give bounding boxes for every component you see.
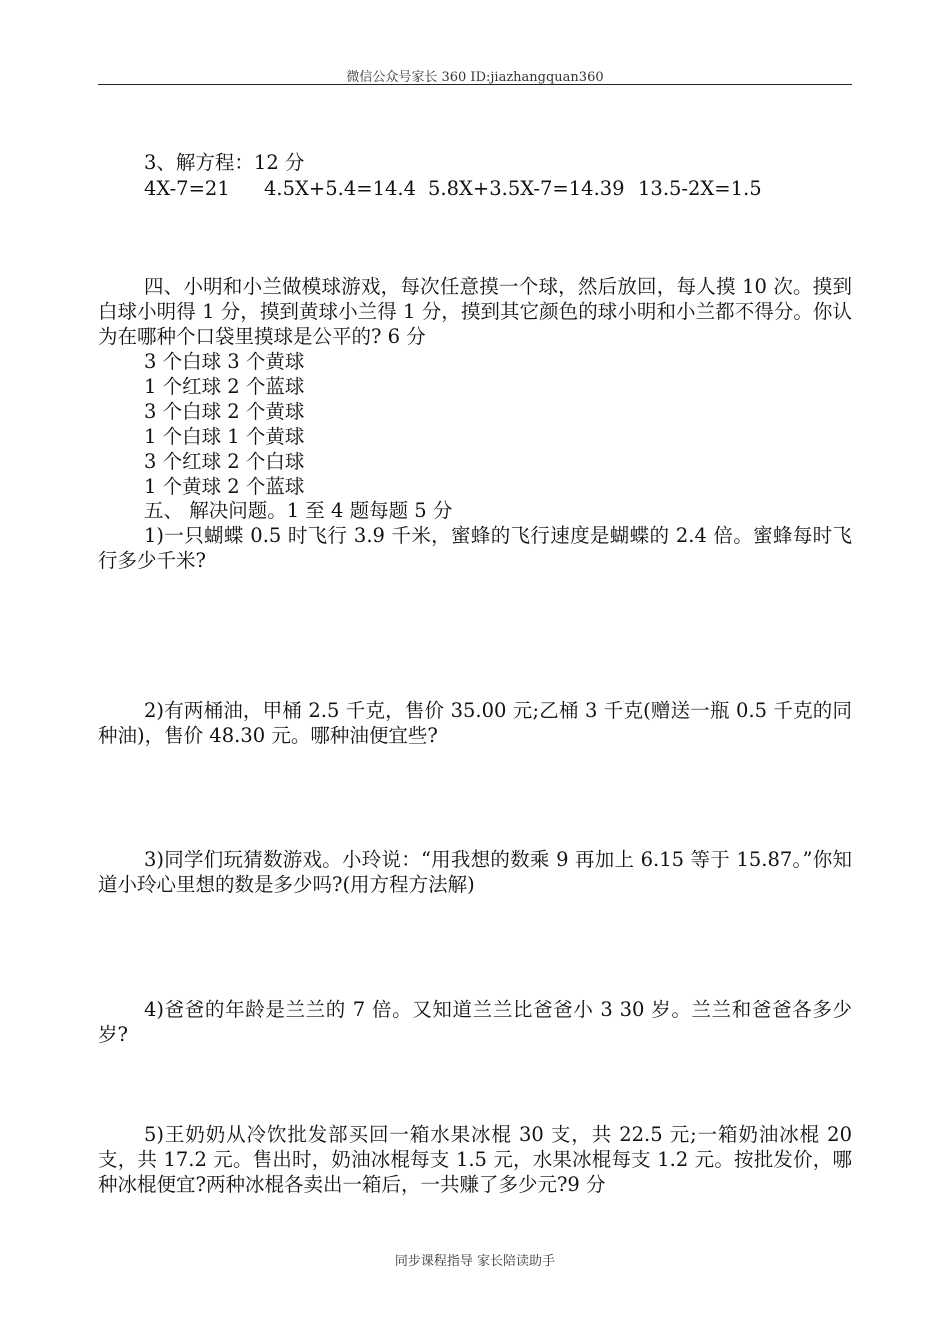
problem-4: 4)爸爸的年龄是兰兰的 7 倍。又知道兰兰比爸爸小 3 30 岁。兰兰和爸爸各多少岁?	[98, 998, 852, 1046]
equation-3: 5.8X+3.5X-7=14.39	[428, 177, 625, 200]
problem-2: 2)有两桶油，甲桶 2.5 千克，售价 35.00 元;乙桶 3 千克(赠送一瓶 0.5 千克的同种油)，售价 48.30 元。哪种油便宜些?	[98, 699, 852, 747]
option-1: 3 个白球 3 个黄球	[144, 350, 305, 373]
option-5: 3 个红球 2 个白球	[144, 450, 305, 473]
section-5-title: 五、 解决问题。1 至 4 题每题 5 分	[144, 499, 453, 522]
option-3: 3 个白球 2 个黄球	[144, 400, 305, 423]
page-footer: 同步课程指导 家长陪读助手	[394, 1254, 556, 1269]
page-header: 微信公众号家长 360 ID:jiazhangquan360	[346, 70, 604, 85]
problem-5: 5)王奶奶从冷饮批发部买回一箱水果冰棍 30 支，共 22.5 元;一箱奶油冰棍 20 支，共 17.2 元。售出时，奶油冰棍每支 1.5 元，水果冰棍每支 1.2 元。按批发价，哪种冰棍便宜?两种冰棍各卖出一箱后，一共赚了多少元?9 分	[98, 1123, 852, 1196]
option-2: 1 个红球 2 个蓝球	[144, 375, 305, 398]
equation-2: 4.5X+5.4=14.4	[264, 177, 417, 200]
option-6: 1 个黄球 2 个蓝球	[144, 475, 305, 498]
section-3-title: 3、解方程：12 分	[144, 151, 305, 174]
equation-4: 13.5-2X=1.5	[638, 177, 762, 200]
header-divider	[98, 84, 852, 85]
section-4-question: 四、小明和小兰做模球游戏，每次任意摸一个球，然后放回，每人摸 10 次。摸到白球小明得 1 分，摸到黄球小兰得 1 分，摸到其它颜色的球小明和小兰都不得分。你认为在哪种个口袋里摸球是公平的? 6 分	[98, 275, 852, 348]
problem-1: 1)一只蝴蝶 0.5 时飞行 3.9 千米，蜜蜂的飞行速度是蝴蝶的 2.4 倍。蜜蜂每时飞行多少千米?	[98, 524, 852, 572]
option-4: 1 个白球 1 个黄球	[144, 425, 305, 448]
problem-3: 3)同学们玩猜数游戏。小玲说：“用我想的数乘 9 再加上 6.15 等于 15.87。”你知道小玲心里想的数是多少吗?(用方程方法解)	[98, 848, 852, 896]
equation-1: 4X-7=21	[144, 177, 230, 200]
